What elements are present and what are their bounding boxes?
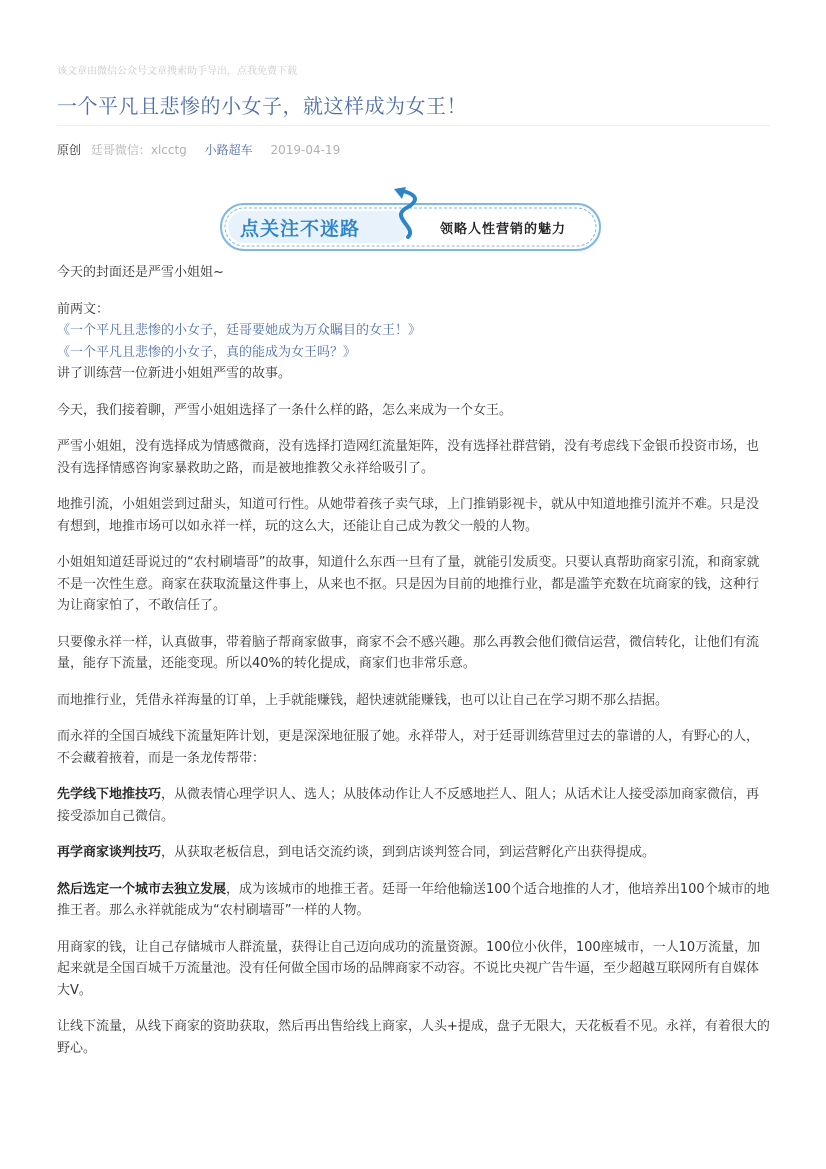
export-watermark-link[interactable]: 该文章由微信公众号文章搜索助手导出，点我免费下载 xyxy=(57,66,297,77)
paragraph: 小姐姐知道廷哥说过的“农村刷墙哥”的故事，知道什么东西一旦有了量，就能引发质变。只要认真帮助商家引流，和商家就不是一次性生意。商家在获取流量这件事上，从来也不抠。只是因为目前的地推行业，都是滥竽充数在坑商家的钱，这种行为让商家怕了，不敢信任了。 xyxy=(57,555,760,613)
article-title: 一个平凡且悲惨的小女子，就这样成为女王！ xyxy=(57,94,467,118)
paragraph: 只要像永祥一样，认真做事，带着脑子帮商家做事，商家不会不感兴趣。那么再教会他们微信运营，微信转化，让他们有流量，能存下流量，还能变现。所以40%的转化提成，商家们也非常乐意。 xyxy=(57,634,760,671)
paragraph xyxy=(57,784,771,827)
follow-banner xyxy=(218,187,603,253)
paragraph xyxy=(57,842,771,864)
account-name-link[interactable]: 小路超车 xyxy=(204,143,253,157)
previous-article-link-2[interactable]: 《一个平凡且悲惨的小女子，真的能成为女王吗？》 xyxy=(57,344,357,360)
bold-heading: 先学线下地推技巧 xyxy=(57,787,162,802)
paragraph: 而永祥的全国百城线下流量矩阵计划，更是深深地征服了她。永祥带人，对于廷哥训练营里过去的靠谱的人，有野心的人，不会藏着掖着，而是一条龙传帮带： xyxy=(57,729,760,766)
banner-slogan-text: 领略人性营销的魅力 xyxy=(440,222,567,237)
bold-heading: 再学商家谈判技巧 xyxy=(57,845,162,860)
paragraph: 严雪小姐姐，没有选择成为情感微商，没有选择打造网红流量矩阵，没有选择社群营销，没有考虑线下金银币投资市场，也没有选择情感咨询家暴救助之路，而是被地推教父永祥给吸引了。 xyxy=(57,439,760,476)
article-meta xyxy=(57,141,340,158)
article-body xyxy=(57,262,771,1074)
title-divider xyxy=(57,125,770,126)
paragraph: 让线下流量，从线下商家的资助获取，然后再出售给线上商家，人头+提成，盘子无限大，天花板看不见。永祥，有着很大的野心。 xyxy=(57,1019,770,1056)
paragraph xyxy=(57,879,771,922)
paragraph: 讲了训练营一位新进小姐姐严雪的故事。 xyxy=(57,366,292,381)
paragraph: 地推引流，小姐姐尝到过甜头，知道可行性。从她带着孩子卖气球，上门推销影视卡，就从中知道地推引流并不难。只是没有想到，地推市场可以如永祥一样，玩的这么大，还能让自己成为教父一般的人物。 xyxy=(57,497,760,534)
paragraph: 今天，我们接着聊，严雪小姐姐选择了一条什么样的路，怎么来成为一个女王。 xyxy=(57,402,513,418)
publish-date: 2019-04-19 xyxy=(270,143,341,157)
paragraph: 今天的封面还是严雪小姐姐~ xyxy=(57,265,224,280)
paragraph: 而地推行业，凭借永祥海量的订单，上手就能赚钱，超快速就能赚钱，也可以让自己在学习期不那么拮据。 xyxy=(57,692,669,708)
previous-article-link-1[interactable]: 《一个平凡且悲惨的小女子，廷哥要她成为万众瞩目的女王！》 xyxy=(57,323,422,338)
paragraph-text: ，成为该城市的地推王者。廷哥一年给他输送100个适合地推的人才，他培养出100个城市的地推王者。那么永祥就能成为“农村刷墙哥”一样的人物。 xyxy=(57,881,770,918)
paragraph: 用商家的钱，让自己存储城市人群流量，获得让自己迈向成功的流量资源。100位小伙伴，100座城市，一人10万流量，加起来就是全国百城千万流量池。没有任何做全国市场的品牌商家不动容。不说比央视广告牛逼，至少超越互联网所有自媒体大V。 xyxy=(57,939,761,998)
previous-articles-label: 前两文： xyxy=(57,301,110,317)
paragraph-text: ，从获取老板信息，到电话交流约谈，到到店谈判签合同，到运营孵化产出获得提成。 xyxy=(161,845,656,860)
paragraph-text: ，从微表情心理学识人、选人；从肢体动作让人不反感地拦人、阻人；从话术让人接受添加商家微信，再接受添加自己微信。 xyxy=(57,787,760,824)
bold-heading: 然后选定一个城市去独立发展 xyxy=(57,881,227,897)
original-tag: 原创 xyxy=(57,143,82,157)
banner-follow-text: 点关注不迷路 xyxy=(240,218,361,240)
author-name: 廷哥微信：xlcctg xyxy=(90,143,187,157)
